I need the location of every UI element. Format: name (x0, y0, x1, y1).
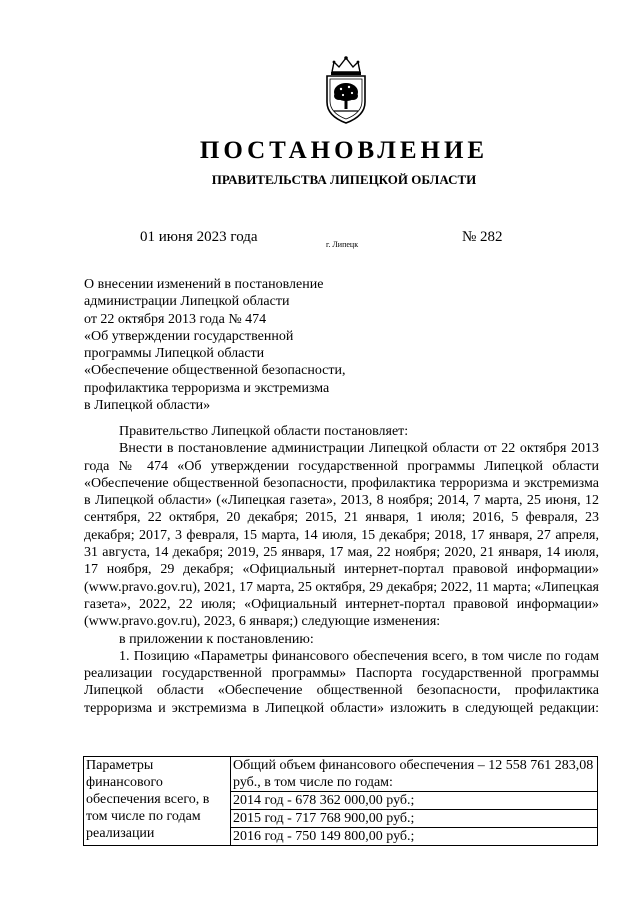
financing-values-cell (231, 757, 598, 846)
document-subject (84, 276, 414, 414)
subject-line: программы Липецкой области (84, 346, 265, 362)
document-type-title: ПОСТАНОВЛЕНИЕ (199, 137, 489, 164)
financing-parameter-cell: Параметры финансового обеспечения всего, в том числе по годам реализации (84, 757, 231, 846)
lipetsk-region-coat-of-arms-icon (317, 54, 375, 126)
financing-year-row: 2016 год - 750 149 800,00 руб.; (233, 829, 415, 844)
subject-line: от 22 октября 2013 года № 474 (84, 311, 267, 327)
issuing-organization: ПРАВИТЕЛЬСТВА ЛИПЕЦКОЙ ОБЛАСТИ (211, 172, 477, 187)
document-date: 01 июня 2023 года (140, 229, 258, 245)
financing-year-row: 2015 год - 717 768 900,00 руб.; (231, 810, 597, 828)
subject-line: «Об утверждении государственной (84, 328, 294, 344)
appendix-paragraph: в приложении к постановлению: (119, 631, 314, 647)
subject-line: «Обеспечение общественной безопасности, (84, 363, 346, 379)
amendment-paragraph: Внести в постановление администрации Липецкой области от 22 октября 2013 года № 474 «Об утверждении государственной программы Липецкой области «Обеспечение общественной безопасности, профилактика терроризма и экстремизма в Липецкой области» («Липецкая газета», 2013, 8 ноября; 2014, 7 марта, 25 июня, 12 сентября, 22 октября, 20 декабря; 2015, 21 января, 1 июля; 2016, 5 февраля, 23 декабря; 2017, 3 февраля, 15 марта, 14 июля, 15 декабря; 2018, 17 января, 27 апреля, 31 августа, 14 декабря; 2019, 25 января, 17 мая, 22 ноября; 2020, 21 января, 14 июля, 17 ноября, 29 декабря; «Официальный интернет-портал правовой информации» (www.pravo.gov.ru), 2021, 17 марта, 25 октября, 29 декабря; 2022, 11 марта; «Липецкая газета», 2022, 22 июля; «Официальный интернет-портал правовой информации» (www.pravo.gov.ru), 2023, 6 января;) следующие изменения: (84, 441, 599, 630)
subject-line: профилактика терроризма и экстремизма (84, 380, 330, 396)
document-city: г. Липецк (326, 240, 359, 249)
financing-total-row: Общий объем финансового обеспечения – 12 558 761 283,08 руб., в том числе по годам: (231, 757, 597, 792)
document-body (84, 423, 599, 717)
subject-line: администрации Липецкой области (84, 294, 290, 310)
financing-table (83, 756, 598, 846)
item-one-paragraph: 1. Позицию «Параметры финансового обеспечения всего, в том числе по годам реализации государственной программы» Паспорта государственной программы Липецкой области «Обеспечение общественной безопасности, профилактика терроризма и экстремизма в Липецкой области» изложить в следующей редакции: (84, 648, 599, 716)
subject-line: в Липецкой области» (84, 398, 211, 414)
resolution-preamble: Правительство Липецкой области постановляет: (119, 424, 409, 439)
subject-line: О внесении изменений в постановление (84, 277, 324, 292)
financing-year-row: 2014 год - 678 362 000,00 руб.; (231, 792, 597, 810)
document-number: № 282 (462, 229, 503, 245)
